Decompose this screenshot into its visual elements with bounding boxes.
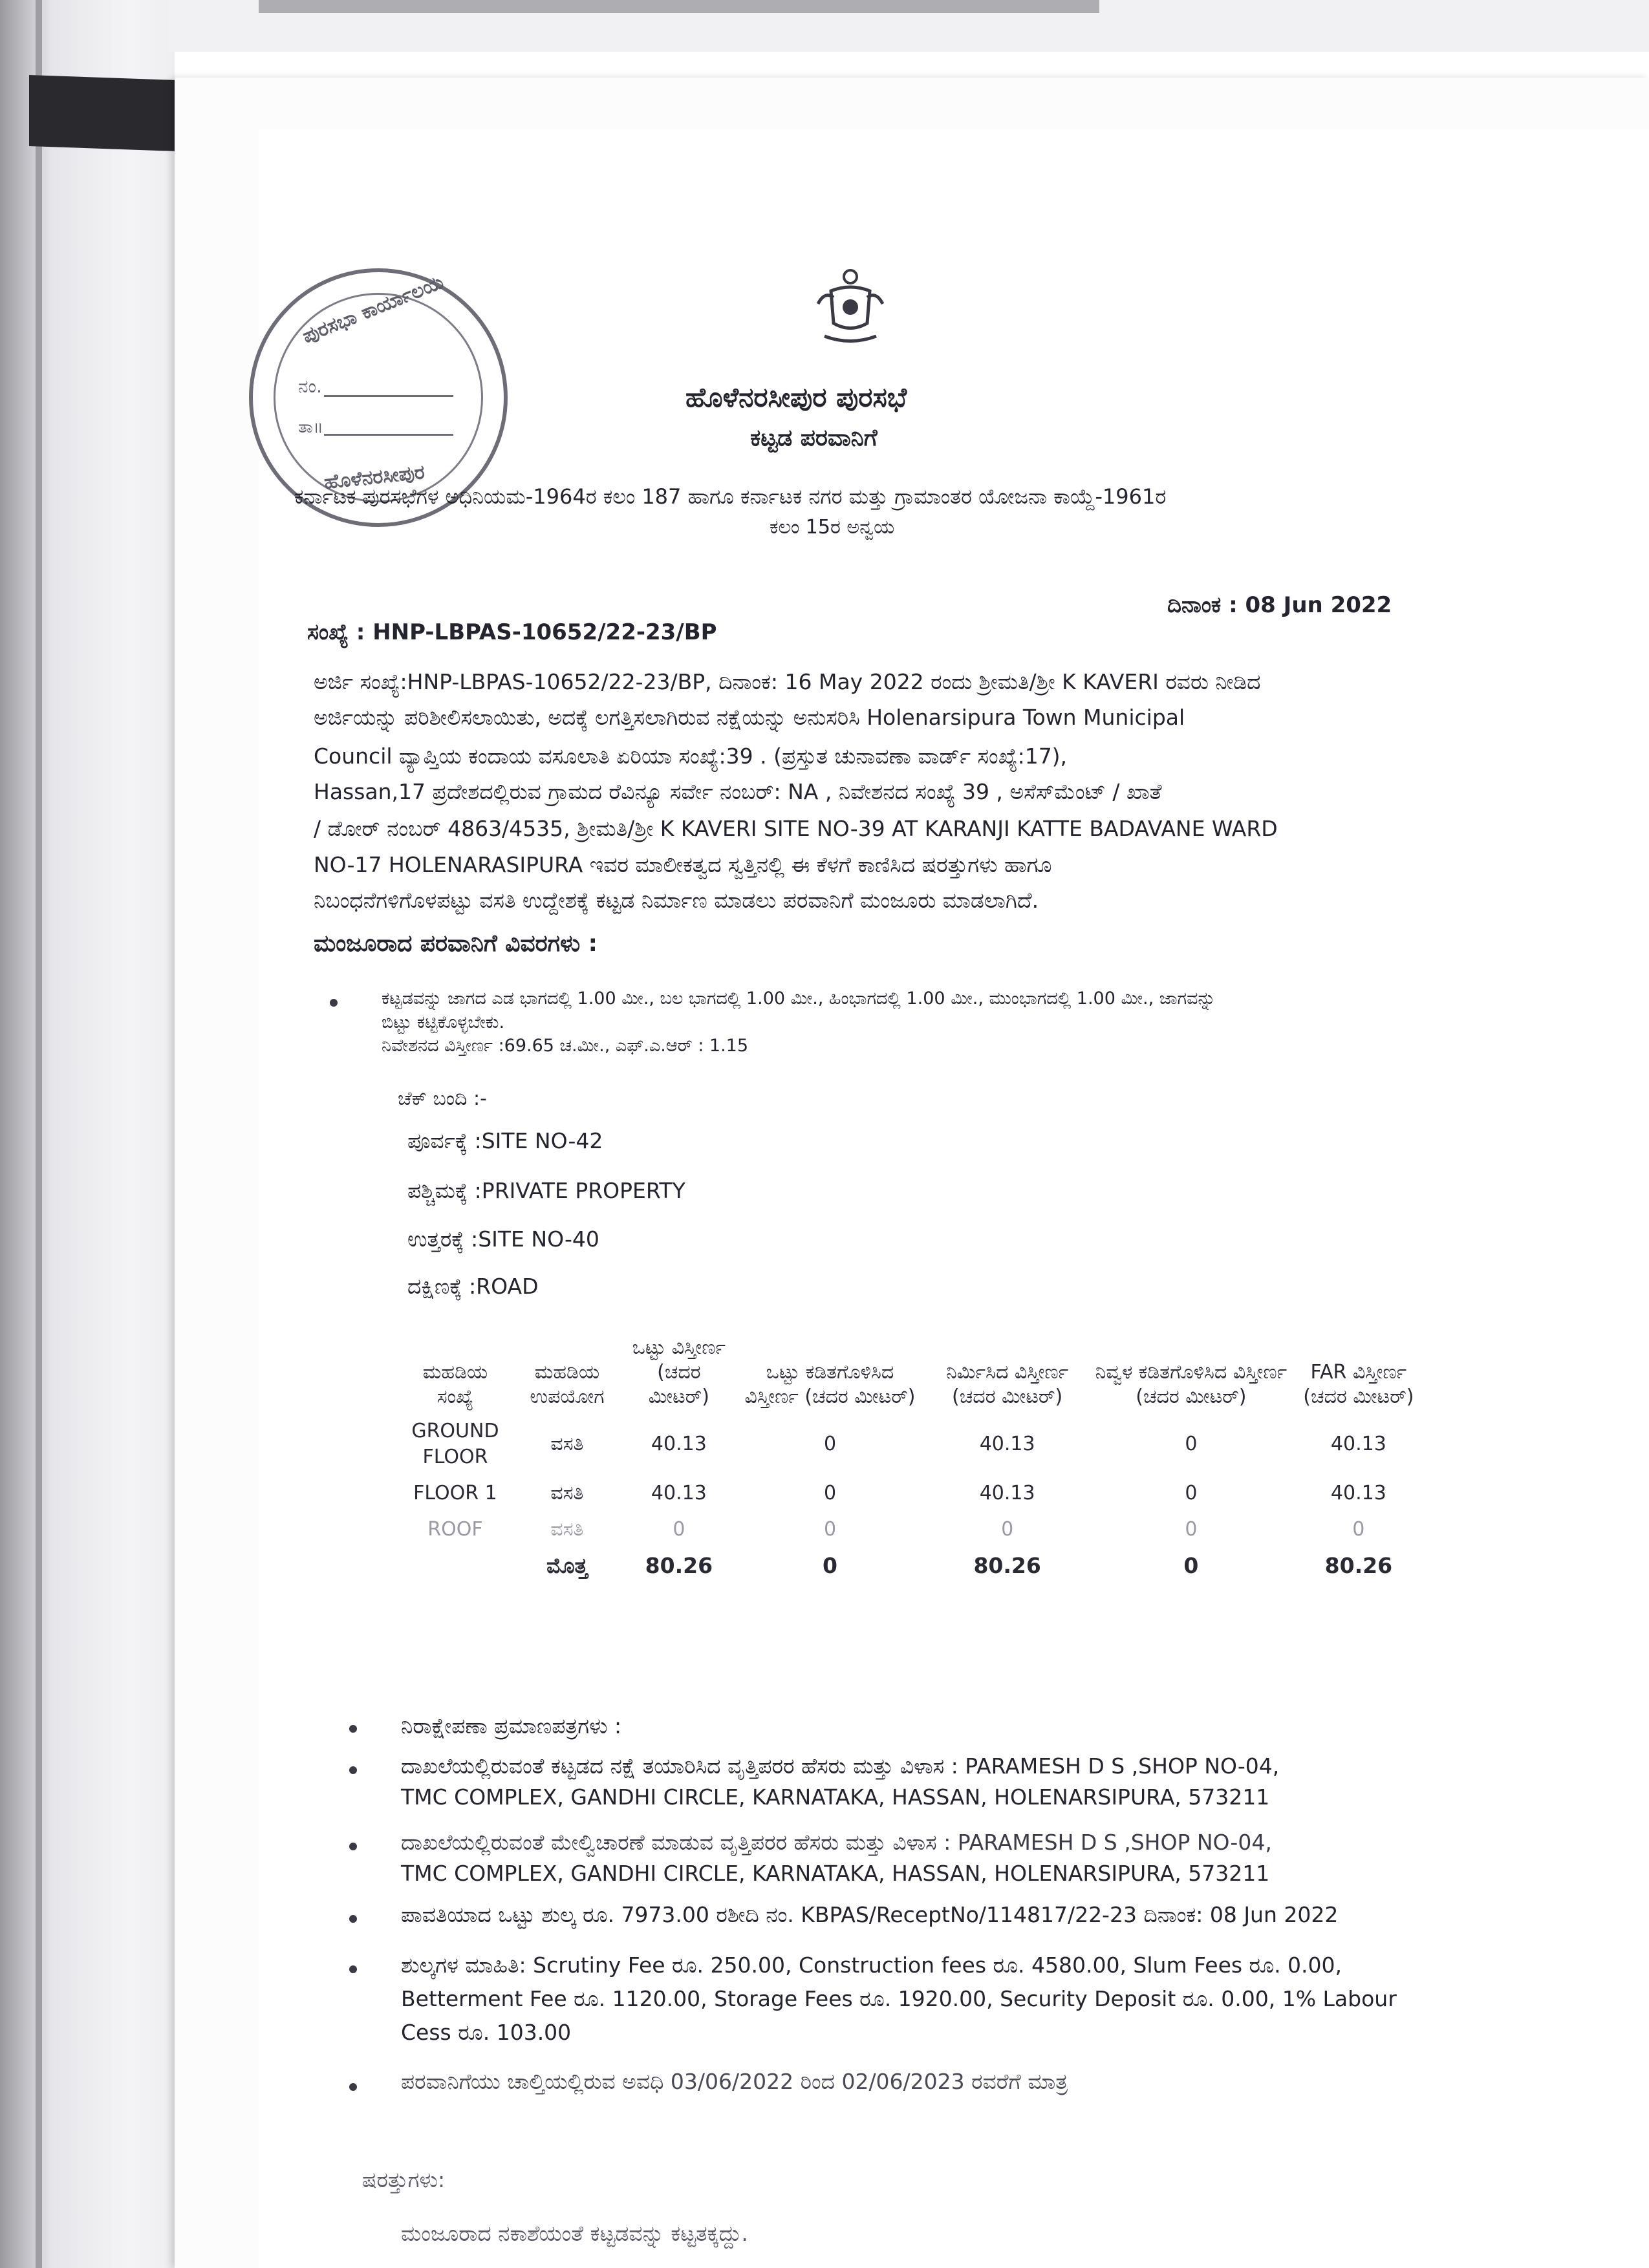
table-header-row xyxy=(401,1332,1423,1413)
far-area: 0 xyxy=(1352,1518,1365,1541)
binder-edge xyxy=(36,0,42,2268)
designer-line-2: TMC COMPLEX, GANDHI CIRCLE, KARNATAKA, HASSAN, HOLENARSIPURA, 573211 xyxy=(401,1784,1270,1810)
far-area: 40.13 xyxy=(1330,1482,1386,1504)
stamp-bottom-text: ಹೊಳೆನರಸೀಪುರ xyxy=(323,460,426,495)
total-built: 80.26 xyxy=(973,1553,1041,1578)
table-row xyxy=(401,1512,1423,1548)
bullet-icon xyxy=(349,1725,357,1733)
permit-number xyxy=(307,619,717,645)
floor-use: ವಸತಿ xyxy=(550,1433,584,1455)
deducted-area: 0 xyxy=(823,1482,837,1504)
built-area: 40.13 xyxy=(979,1433,1035,1455)
boundary-south: ದಕ್ಷಿಣಕ್ಕೆ :ROAD xyxy=(407,1274,539,1299)
floor-number: FLOOR 1 xyxy=(413,1482,497,1504)
supervisor-line-1: ದಾಖಲೆಯಲ್ಲಿರುವಂತೆ ಮೇಲ್ವಿಚಾರಣೆ ಮಾಡುವ ವೃತ್ತಿಪರರ ಹೆಸರು ಮತ್ತು ವಿಳಾಸ : PARAMESH D S ,SHOP NO-04, xyxy=(401,1830,1272,1855)
total-label: ಮೊತ್ತ xyxy=(546,1553,588,1578)
total-blank xyxy=(401,1548,510,1584)
body-line: NO-17 HOLENARASIPURA ಇವರ ಮಾಲೀಕತ್ವದ ಸ್ವತ್ತಿನಲ್ಲಿ ಈ ಕೆಳಗೆ ಕಾಣಿಸಿದ ಷರತ್ತುಗಳು ಹಾಗೂ xyxy=(314,852,1052,877)
built-area: 40.13 xyxy=(979,1482,1035,1504)
setback-line: ಕಟ್ಟಡವನ್ನು ಜಾಗದ ಎಡ ಭಾಗದಲ್ಲಿ 1.00 ಮೀ., ಬಲ ಭಾಗದಲ್ಲಿ 1.00 ಮೀ., ಹಿಂಭಾಗದಲ್ಲಿ 1.00 ಮೀ., ಮುಂಭಾಗದಲ್ಲಿ 1.00 ಮೀ., ಜಾಗವನ್ನು xyxy=(382,989,1216,1009)
boundaries-heading: ಚೆಕ್ ಬಂದಿ :- xyxy=(398,1087,487,1110)
body-line: ನಿಬಂಧನೆಗಳಿಗೊಳಪಟ್ಟು ವಸತಿ ಉದ್ದೇಶಕ್ಕೆ ಕಟ್ಟಡ ನಿರ್ಮಾಣ ಮಾಡಲು ಪರವಾನಿಗೆ ಮಂಜೂರು ಮಾಡಲಾಗಿದೆ. xyxy=(314,888,1039,913)
office-name: ಹೊಳೆನರಸೀಪುರ ಪುರಸಭೆ xyxy=(685,381,907,413)
total-far: 80.26 xyxy=(1324,1553,1393,1578)
floor-use: ವಸತಿ xyxy=(550,1518,584,1541)
number-value: HNP-LBPAS-10652/22-23/BP xyxy=(372,619,717,645)
fee-details-line-3: Cess ರೂ. 103.00 xyxy=(401,2020,572,2045)
column-header: ನಿರ್ಮಿಸಿದ ವಿಸ್ತೀರ್ಣ (ಚದರ ಮೀಟರ್) xyxy=(946,1361,1069,1408)
net-deducted-area: 0 xyxy=(1185,1433,1198,1455)
fee-details-line-1: ಶುಲ್ಕಗಳ ಮಾಹಿತಿ: Scrutiny Fee ರೂ. 250.00, Construction fees ರೂ. 4580.00, Slum Fees ರೂ. 0.00, xyxy=(401,1952,1342,1978)
date-label: ದಿನಾಂಕ : xyxy=(1167,592,1238,618)
date-value: 08 Jun 2022 xyxy=(1245,592,1392,618)
floor-number: GROUND FLOOR xyxy=(411,1420,499,1468)
floor-number: ROOF xyxy=(427,1518,483,1541)
body-line: ಅರ್ಜಿ ಸಂಖ್ಯೆ:HNP-LBPAS-10652/22-23/BP, ದಿನಾಂಕ: 16 May 2022 ರಂದು ಶ್ರೀಮತಿ/ಶ್ರೀ K KAVERI ರವರು ನೀಡಿದ xyxy=(314,669,1261,694)
total-deducted: 0 xyxy=(823,1553,838,1578)
bullet-icon xyxy=(349,2083,357,2091)
table-total-row xyxy=(401,1548,1423,1584)
condition-item: ಮಂಜೂರಾದ ನಕಾಶೆಯಂತೆ ಕಟ್ಟಡವನ್ನು ಕಟ್ಟತಕ್ಕದ್ದು. xyxy=(401,2221,748,2246)
area-table xyxy=(401,1332,1423,1584)
column-header: ಮಹಡಿಯ ಉಪಯೋಗ xyxy=(530,1361,605,1408)
site-area-line: ನಿವೇಶನದ ವಿಸ್ತೀರ್ಣ :69.65 ಚ.ಮೀ., ಎಫ್.ಎ.ಆರ್ : 1.15 xyxy=(382,1036,749,1056)
underlying-page-text xyxy=(259,0,1099,13)
setback-line: ಬಿಟ್ಟು ಕಟ್ಟಿಕೊಳ್ಳಬೇಕು. xyxy=(382,1012,505,1032)
fee-paid: ಪಾವತಿಯಾದ ಒಟ್ಟು ಶುಲ್ಕ ರೂ. 7973.00 ರಶೀದಿ ನಂ. KBPAS/ReceptNo/114817/22-23 ದಿನಾಂಕ: 08 Jun 2022 xyxy=(401,1902,1339,1927)
bullet-icon xyxy=(349,1766,357,1774)
body-line: ಅರ್ಜಿಯನ್ನು ಪರಿಶೀಲಿಸಲಾಯಿತು, ಅದಕ್ಕೆ ಲಗತ್ತಿಸಲಾಗಿರುವ ನಕ್ಷೆಯನ್ನು ಅನುಸರಿಸಿ Holenarsipura Town Municipal xyxy=(314,705,1185,730)
net-deducted-area: 0 xyxy=(1185,1482,1198,1504)
boundary-north: ಉತ್ತರಕ್ಕೆ :SITE NO-40 xyxy=(407,1226,599,1252)
certificates-heading: ನಿರಾಕ್ಷೇಪಣಾ ಪ್ರಮಾಣಪತ್ರಗಳು : xyxy=(401,1713,622,1738)
total-area: 40.13 xyxy=(651,1482,707,1504)
net-deducted-area: 0 xyxy=(1185,1518,1198,1541)
stamp-field-no: ನಂ. xyxy=(298,376,322,397)
stamp-field-date: ತಾ॥ xyxy=(298,418,323,437)
binder-tab xyxy=(29,75,178,151)
stamp-line xyxy=(324,434,453,436)
fee-details-line-2: Betterment Fee ರೂ. 1120.00, Storage Fees ರೂ. 1920.00, Security Deposit ರೂ. 0.00, 1% Labour xyxy=(401,1986,1397,2011)
boundary-east: ಪೂರ್ವಕ್ಕೆ :SITE NO-42 xyxy=(407,1128,603,1153)
total-area: 0 xyxy=(673,1518,685,1541)
floor-use: ವಸತಿ xyxy=(550,1482,584,1504)
number-label: ಸಂಖ್ಯೆ : xyxy=(307,619,365,645)
date xyxy=(1167,592,1392,618)
supervisor-line-2: TMC COMPLEX, GANDHI CIRCLE, KARNATAKA, HASSAN, HOLENARSIPURA, 573211 xyxy=(401,1861,1270,1886)
table-row xyxy=(401,1475,1423,1512)
act-line-2: ಕಲಂ 15ರ ಅನ್ವಯ xyxy=(770,516,895,539)
bullet-icon xyxy=(349,1915,357,1923)
body-line: Council ವ್ಯಾಪ್ತಿಯ ಕಂದಾಯ ವಸೂಲಾತಿ ಏರಿಯಾ ಸಂಖ್ಯೆ:39 . (ಪ್ರಸ್ತುತ ಚುನಾವಣಾ ವಾರ್ಡ್ ಸಂಖ್ಯೆ:17), xyxy=(314,744,1068,769)
binder-strip xyxy=(0,0,175,2268)
column-header: ಒಟ್ಟು ವಿಸ್ತೀರ್ಣ (ಚದರ ಮೀಟರ್) xyxy=(632,1336,726,1408)
state-emblem-icon xyxy=(805,265,896,356)
total-area: 40.13 xyxy=(651,1433,707,1455)
deducted-area: 0 xyxy=(823,1518,837,1541)
validity-period: ಪರವಾನಿಗೆಯು ಚಾಲ್ತಿಯಲ್ಲಿರುವ ಅವಧಿ 03/06/2022 ರಿಂದ 02/06/2023 ರವರೆಗೆ ಮಾತ್ರ xyxy=(401,2069,1068,2094)
stamp-line xyxy=(324,395,453,397)
boundary-west: ಪಶ್ಚಿಮಕ್ಕೆ :PRIVATE PROPERTY xyxy=(407,1178,685,1203)
conditions-heading: ಷರತ್ತುಗಳು: xyxy=(362,2167,446,2192)
total-area: 80.26 xyxy=(645,1553,713,1578)
total-net-deducted: 0 xyxy=(1183,1553,1199,1578)
bullet-icon xyxy=(349,1965,357,1973)
deducted-area: 0 xyxy=(823,1433,837,1455)
table-row xyxy=(401,1413,1423,1475)
designer-line-1: ದಾಖಲೆಯಲ್ಲಿರುವಂತೆ ಕಟ್ಟಡದ ನಕ್ಷೆ ತಯಾರಿಸಿದ ವೃತ್ತಿಪರರ ಹೆಸರು ಮತ್ತು ವಿಳಾಸ : PARAMESH D S ,SHOP NO-04, xyxy=(401,1753,1280,1779)
column-header: FAR ವಿಸ್ತೀರ್ಣ (ಚದರ ಮೀಟರ್) xyxy=(1303,1361,1414,1408)
document-type: ಕಟ್ಟಡ ಪರವಾನಿಗೆ xyxy=(750,425,878,451)
built-area: 0 xyxy=(1001,1518,1014,1541)
column-header: ನಿವ್ವಳ ಕಡಿತಗೊಳಿಸಿದ ವಿಸ್ತೀರ್ಣ (ಚದರ ಮೀಟರ್) xyxy=(1095,1361,1288,1408)
bullet-icon xyxy=(330,999,338,1007)
stamp-arc-text: ಪುರಸಭಾ ಕಾರ್ಯಾಲಯ xyxy=(299,270,447,348)
far-area: 40.13 xyxy=(1330,1433,1386,1455)
body-line: Hassan,17 ಪ್ರದೇಶದಲ್ಲಿರುವ ಗ್ರಾಮದ ರೆವಿನ್ಯೂ ಸರ್ವೇ ನಂಬರ್: NA , ನಿವೇಶನದ ಸಂಖ್ಯೆ 39 , ಅಸೆಸ್‌ಮೆಂಟ್ / ಖಾತೆ xyxy=(314,779,1162,804)
bullet-icon xyxy=(349,1843,357,1850)
body-line: / ಡೋರ್ ನಂಬರ್ 4863/4535, ಶ್ರೀಮತಿ/ಶ್ರೀ K KAVERI SITE NO-39 AT KARANJI KATTE BADAVANE WARD xyxy=(314,816,1278,841)
column-header: ಮಹಡಿಯ ಸಂಖ್ಯೆ xyxy=(422,1361,488,1408)
approved-heading: ಮಂಜೂರಾದ ಪರವಾನಿಗೆ ವಿವರಗಳು : xyxy=(314,930,598,957)
column-header: ಒಟ್ಟು ಕಡಿತಗೊಳಿಸಿದ ವಿಸ್ತೀರ್ಣ (ಚದರ ಮೀಟರ್) xyxy=(744,1361,916,1408)
act-line-1: ಕರ್ನಾಟಕ ಪುರಸಭೆಗಳ ಅಧಿನಿಯಮ-1964ರ ಕಲಂ 187 ಹಾಗೂ ಕರ್ನಾಟಕ ನಗರ ಮತ್ತು ಗ್ರಾಮಾಂತರ ಯೋಜನಾ ಕಾಯ್ದೆ-1961ರ xyxy=(294,484,1167,509)
